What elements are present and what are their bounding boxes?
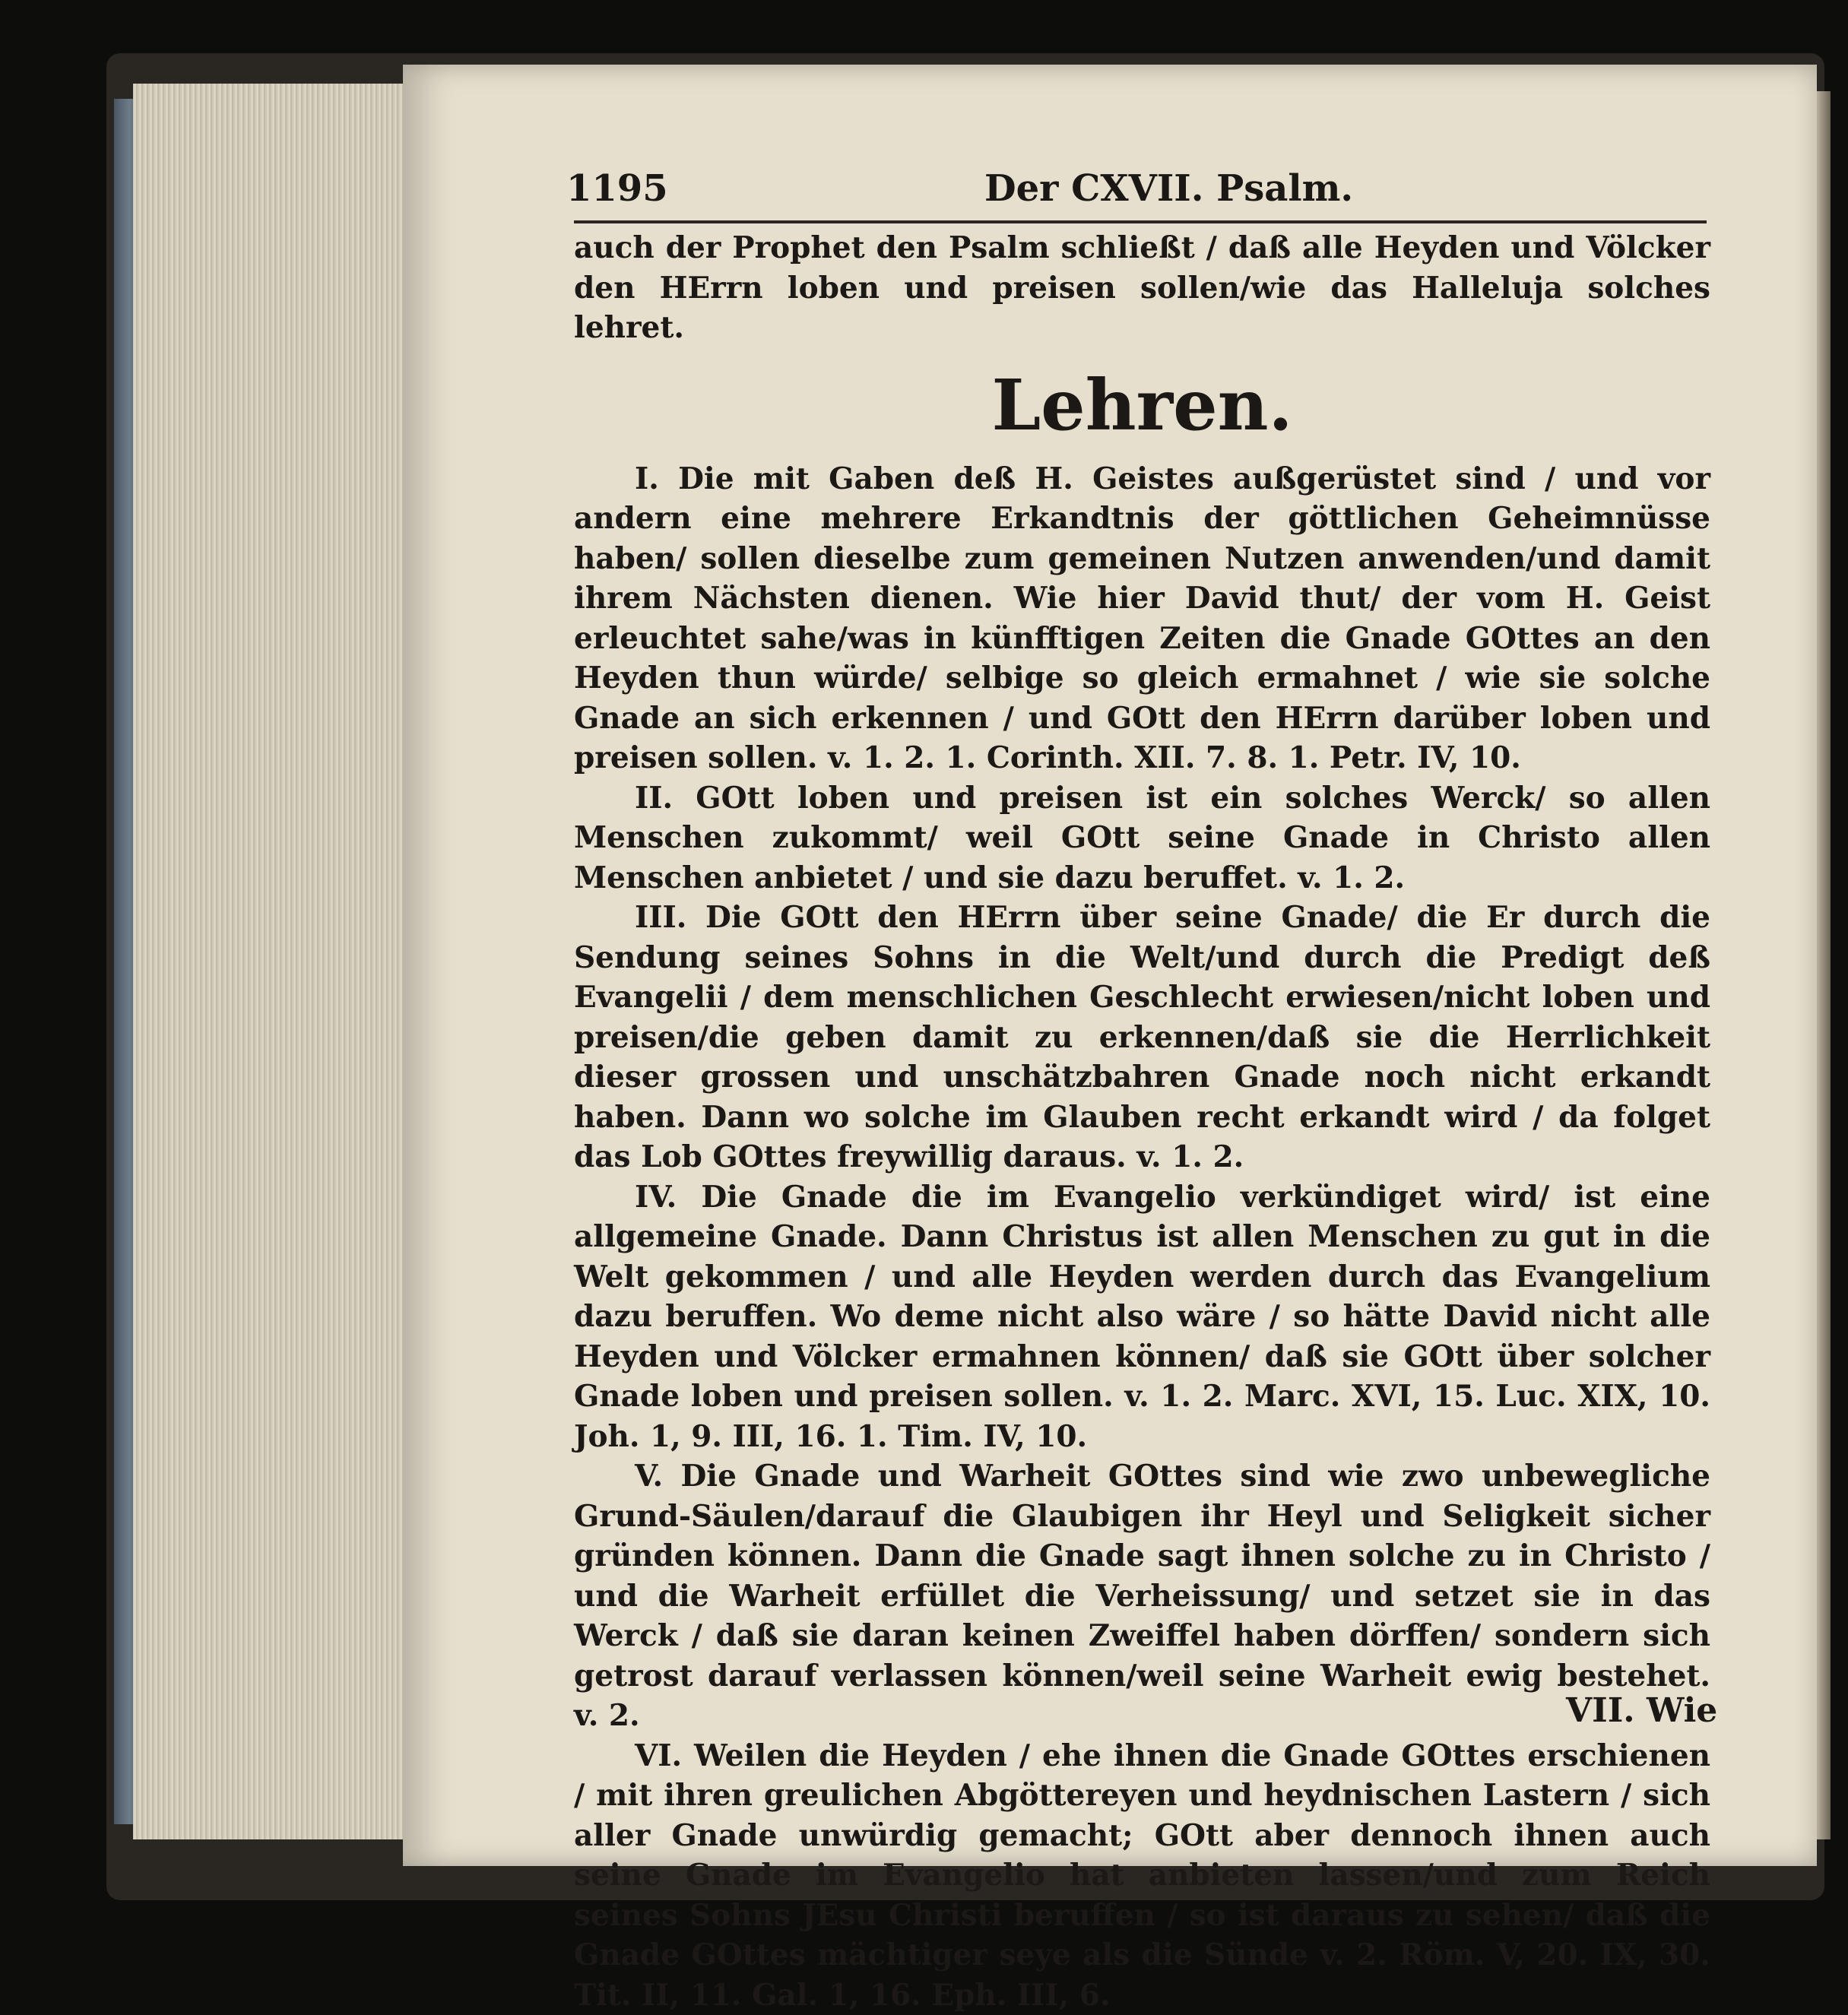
intro-paragraph: auch der Prophet den Psalm schließt / daß alle Heyden und Völcker den HErrn loben und preisen sollen/wie das Halleluja solches lehret.	[574, 228, 1710, 348]
page-edges	[133, 84, 403, 1839]
lesson-item-5: V. Die Gnade und Warheit GOttes sind wie zwo unbewegliche Grund-Säulen/darauf die Glaubigen ihr Heyl und Seligkeit sicher gründen können. Dann die Gnade sagt ihnen solche zu in Christo / und die Warheit erfüllet die Verheissung/ und setzet sie in das Werck / daß sie daran keinen Zweiffel haben dörffen/ sondern sich getrost darauf verlassen können/weil seine Warheit ewig bestehet. v. 2.	[574, 1456, 1710, 1736]
header-rule	[574, 220, 1707, 223]
body-text	[574, 228, 1710, 2015]
lesson-item-3: III. Die GOtt den HErrn über seine Gnade/ die Er durch die Sendung seines Sohns in die Welt/und durch die Predigt deß Evangelii / dem menschlichen Geschlecht erwiesen/nicht loben und preisen/die geben damit zu erkennen/daß sie die Herrlichkeit dieser grossen und unschätzbahren Gnade noch nicht erkandt haben. Dann wo solche im Glauben recht erkandt wird / da folget das Lob GOttes freywillig daraus. v. 1. 2.	[574, 898, 1710, 1177]
facing-page-edge	[1817, 91, 1831, 1839]
section-heading: Lehren.	[574, 356, 1710, 455]
page-number: 1195	[566, 167, 668, 210]
catchword: VII. Wie	[1566, 1691, 1717, 1730]
page-header	[566, 160, 1691, 220]
lesson-item-6: VI. Weilen die Heyden / ehe ihnen die Gnade GOttes erschienen / mit ihren greulichen Abgöttereyen und heydnischen Lastern / sich aller Gnade unwürdig gemacht; GOtt aber dennoch ihnen auch seine Gnade im Evangelio hat anbieten lassen/und zum Reich seines Sohns JEsu Christi beruffen / so ist daraus zu sehen/ daß die Gnade GOttes mächtiger seye als die Sünde v. 2. Röm. V, 20. IX, 30. Tit. II, 11. Gal. 1, 16. Eph. III, 6.	[574, 1736, 1710, 2015]
running-head: Der CXVII. Psalm.	[984, 167, 1353, 210]
lesson-item-4: IV. Die Gnade die im Evangelio verkündiget wird/ ist eine allgemeine Gnade. Dann Christus ist allen Menschen zu gut in die Welt gekommen / und alle Heyden werden durch das Evangelium dazu beruffen. Wo deme nicht also wäre / so hätte David nicht alle Heyden und Völcker ermahnen können/ daß sie GOtt über solcher Gnade loben und preisen sollen. v. 1. 2. Marc. XVI, 15. Luc. XIX, 10. Joh. 1, 9. III, 16. 1. Tim. IV, 10.	[574, 1177, 1710, 1457]
lesson-item-1: I. Die mit Gaben deß H. Geistes außgerüstet sind / und vor andern eine mehrere Erkandtnis der göttlichen Geheimnüsse haben/ sollen dieselbe zum gemeinen Nutzen anwenden/und damit ihrem Nächsten dienen. Wie hier David thut/ der vom H. Geist erleuchtet sahe/was in künfftigen Zeiten die Gnade GOttes an den Heyden thun würde/ selbige so gleich ermahnet / wie sie solche Gnade an sich erkennen / und GOtt den HErrn darüber loben und preisen sollen. v. 1. 2. 1. Corinth. XII. 7. 8. 1. Petr. IV, 10.	[574, 459, 1710, 778]
lesson-item-2: II. GOtt loben und preisen ist ein solches Werck/ so allen Menschen zukommt/ weil GOtt seine Gnade in Christo allen Menschen anbietet / und sie dazu beruffet. v. 1. 2.	[574, 778, 1710, 898]
